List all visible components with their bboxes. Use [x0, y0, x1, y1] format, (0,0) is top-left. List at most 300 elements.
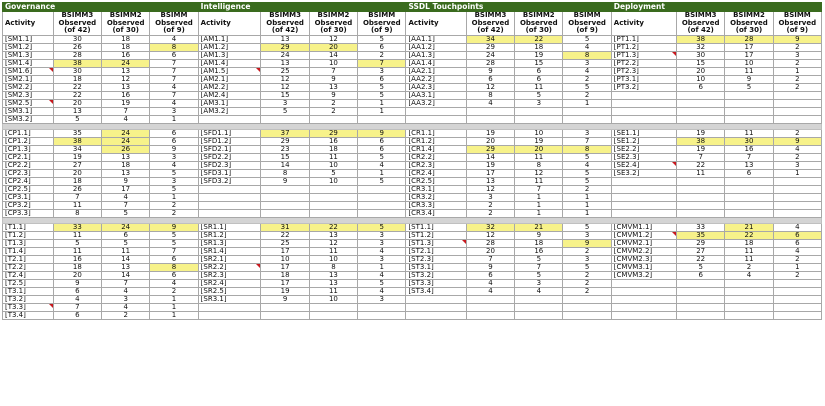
activity-cell: [SFD2.1] [198, 146, 261, 154]
count-cell [358, 194, 406, 202]
count-cell: 9 [309, 76, 357, 84]
count-cell: 16 [309, 138, 357, 146]
count-cell: 2 [773, 154, 821, 162]
count-cell: 18 [53, 76, 101, 84]
count-cell: 13 [102, 154, 150, 162]
count-cell: 30 [53, 68, 101, 76]
header-line: (of 42) [271, 26, 299, 35]
table-row [3, 264, 822, 272]
count-cell: 8 [466, 92, 514, 100]
count-cell: 18 [102, 162, 150, 170]
activity-cell: [CMVM2.1] [611, 240, 676, 248]
count-cell [563, 312, 611, 320]
count-cell [309, 210, 357, 218]
count-cell: 2 [150, 202, 198, 210]
activity-column-header: Activity [611, 12, 676, 36]
count-cell: 7 [725, 154, 773, 162]
activity-cell [198, 116, 261, 124]
count-cell: 24 [466, 52, 514, 60]
table-row [3, 76, 822, 84]
count-cell: 4 [102, 194, 150, 202]
activity-cell: [SE2.4] [611, 162, 676, 170]
count-cell: 31 [261, 224, 309, 232]
count-cell: 32 [466, 224, 514, 232]
count-cell [725, 186, 773, 194]
count-cell: 22 [53, 84, 101, 92]
count-cell: 11 [53, 248, 101, 256]
table-row [3, 92, 822, 100]
count-cell: 3 [515, 280, 563, 288]
count-cell: 8 [261, 170, 309, 178]
header-line: Observed [314, 18, 353, 27]
activity-cell [611, 194, 676, 202]
count-cell [466, 312, 514, 320]
count-cell: 9 [309, 92, 357, 100]
count-cell: 20 [53, 272, 101, 280]
count-cell: 5 [102, 210, 150, 218]
count-cell: 33 [53, 224, 101, 232]
count-cell [466, 304, 514, 312]
count-cell [677, 108, 725, 116]
activity-cell: [CR2.2] [406, 154, 466, 162]
count-cell: 5 [563, 224, 611, 232]
count-cell [677, 210, 725, 218]
activity-cell: [SR1.1] [198, 224, 261, 232]
observed-column-header [53, 12, 101, 36]
count-cell [773, 312, 821, 320]
count-cell: 3 [150, 108, 198, 116]
count-cell: 2 [309, 100, 357, 108]
count-cell [725, 108, 773, 116]
count-cell: 19 [53, 154, 101, 162]
activity-cell: [CR3.2] [406, 194, 466, 202]
count-cell: 8 [563, 146, 611, 154]
count-cell [725, 296, 773, 304]
count-cell: 3 [466, 194, 514, 202]
count-cell: 8 [53, 210, 101, 218]
activity-cell: [ST3.3] [406, 280, 466, 288]
count-cell [773, 210, 821, 218]
count-cell: 29 [309, 130, 357, 138]
count-cell: 33 [677, 224, 725, 232]
count-cell [773, 100, 821, 108]
table-row [3, 68, 822, 76]
count-cell: 8 [515, 162, 563, 170]
count-cell [261, 312, 309, 320]
activity-cell: [SFD2.3] [198, 162, 261, 170]
header-line: BSIMM3 [684, 11, 717, 20]
count-cell [358, 116, 406, 124]
count-cell [725, 116, 773, 124]
activity-cell [611, 92, 676, 100]
activity-cell: [CR1.4] [406, 146, 466, 154]
count-cell: 2 [563, 280, 611, 288]
count-cell [677, 312, 725, 320]
count-cell [773, 108, 821, 116]
count-cell: 7 [150, 60, 198, 68]
count-cell: 3 [358, 296, 406, 304]
count-cell: 2 [102, 312, 150, 320]
count-cell: 4 [725, 272, 773, 280]
activity-cell [611, 288, 676, 296]
count-cell: 19 [677, 130, 725, 138]
count-cell: 11 [309, 154, 357, 162]
count-cell: 17 [261, 248, 309, 256]
activity-cell: [T3.2] [3, 296, 54, 304]
count-cell: 38 [53, 138, 101, 146]
activity-cell [198, 304, 261, 312]
activity-cell: [CP1.3] [3, 146, 54, 154]
count-cell: 24 [102, 224, 150, 232]
count-cell [309, 194, 357, 202]
count-cell: 4 [102, 116, 150, 124]
table-row [3, 178, 822, 186]
activity-cell: [PT1.1] [611, 36, 676, 44]
count-cell: 9 [150, 146, 198, 154]
activity-cell [611, 210, 676, 218]
activity-cell [198, 194, 261, 202]
activity-cell: [SFD2.2] [198, 154, 261, 162]
count-cell: 34 [53, 146, 101, 154]
count-cell: 11 [515, 178, 563, 186]
table-row [3, 162, 822, 170]
count-cell: 20 [466, 138, 514, 146]
activity-cell: [T2.4] [3, 272, 54, 280]
activity-cell: [SE2.2] [611, 146, 676, 154]
count-cell: 22 [309, 224, 357, 232]
count-cell: 5 [53, 116, 101, 124]
count-cell: 12 [102, 76, 150, 84]
observed-column-header [261, 12, 309, 36]
count-cell: 7 [102, 280, 150, 288]
count-cell [677, 92, 725, 100]
count-cell [677, 296, 725, 304]
count-cell: 2 [563, 288, 611, 296]
count-cell: 1 [563, 194, 611, 202]
count-cell: 14 [102, 256, 150, 264]
observed-column-header [358, 12, 406, 36]
activity-cell: [T3.4] [3, 312, 54, 320]
count-cell: 2 [773, 76, 821, 84]
activity-cell: [T1.4] [3, 248, 54, 256]
count-cell: 5 [677, 264, 725, 272]
activity-cell: [SM2.2] [3, 84, 54, 92]
count-cell: 11 [53, 202, 101, 210]
header-line: Observed [519, 18, 558, 27]
count-cell: 6 [358, 138, 406, 146]
table-row [3, 138, 822, 146]
count-cell: 3 [102, 296, 150, 304]
activity-cell: [SM1.3] [3, 52, 54, 60]
header-line: (of 30) [525, 26, 553, 35]
count-cell: 34 [466, 36, 514, 44]
activity-cell [611, 116, 676, 124]
activity-cell: [AA1.1] [406, 36, 466, 44]
count-cell: 13 [309, 280, 357, 288]
activity-cell: [SM2.3] [3, 92, 54, 100]
count-cell: 1 [150, 194, 198, 202]
count-cell: 10 [309, 256, 357, 264]
count-cell: 4 [53, 296, 101, 304]
count-cell: 19 [515, 138, 563, 146]
count-cell [773, 92, 821, 100]
count-cell: 4 [102, 288, 150, 296]
activity-cell: [T3.3] [3, 304, 54, 312]
count-cell: 6 [466, 272, 514, 280]
count-cell: 2 [563, 92, 611, 100]
count-cell: 23 [261, 146, 309, 154]
count-cell: 18 [725, 240, 773, 248]
count-cell: 7 [515, 264, 563, 272]
count-cell: 16 [725, 146, 773, 154]
header-line: BSIMM2 [317, 11, 350, 20]
count-cell: 20 [677, 68, 725, 76]
table-row [3, 280, 822, 288]
count-cell: 18 [53, 178, 101, 186]
count-cell: 9 [725, 76, 773, 84]
count-cell: 6 [725, 170, 773, 178]
count-cell: 9 [261, 296, 309, 304]
count-cell [466, 296, 514, 304]
count-cell: 30 [53, 36, 101, 44]
section-title: Deployment [611, 3, 821, 12]
count-cell: 22 [261, 232, 309, 240]
count-cell: 14 [466, 154, 514, 162]
count-cell: 4 [150, 100, 198, 108]
header-line: Observed [568, 18, 606, 27]
count-cell: 5 [358, 92, 406, 100]
count-cell [725, 210, 773, 218]
count-cell: 3 [261, 100, 309, 108]
count-cell: 2 [466, 202, 514, 210]
activity-cell [611, 280, 676, 288]
activity-cell [611, 186, 676, 194]
count-cell: 5 [563, 84, 611, 92]
activity-cell: [SE1.2] [611, 138, 676, 146]
count-cell: 9 [563, 240, 611, 248]
count-cell: 37 [261, 130, 309, 138]
count-cell [677, 186, 725, 194]
count-cell: 3 [773, 52, 821, 60]
table-row [3, 146, 822, 154]
count-cell: 9 [261, 178, 309, 186]
count-cell [725, 92, 773, 100]
activity-cell: [AA1.4] [406, 60, 466, 68]
count-cell: 4 [563, 44, 611, 52]
count-cell: 13 [102, 170, 150, 178]
count-cell: 6 [515, 76, 563, 84]
count-cell: 13 [102, 84, 150, 92]
activity-cell: [CP3.1] [3, 194, 54, 202]
count-cell: 11 [53, 232, 101, 240]
activity-cell [611, 108, 676, 116]
count-cell: 2 [150, 288, 198, 296]
count-cell: 15 [261, 92, 309, 100]
activity-cell: [ST2.3] [406, 256, 466, 264]
activity-cell: [SM1.6] [3, 68, 54, 76]
header-line: Observed [58, 18, 97, 27]
count-cell: 3 [150, 178, 198, 186]
count-cell: 6 [358, 76, 406, 84]
count-cell [725, 194, 773, 202]
header-line: Observed [266, 18, 304, 27]
header-line: BSIMM [573, 11, 601, 20]
activity-cell: [T2.2] [3, 264, 54, 272]
header-line: BSIMM [783, 11, 811, 20]
activity-cell: [SE2.3] [611, 154, 676, 162]
count-cell: 24 [102, 138, 150, 146]
activity-cell: [CMVM2.2] [611, 248, 676, 256]
count-cell: 2 [563, 76, 611, 84]
count-cell: 2 [150, 210, 198, 218]
count-cell [261, 304, 309, 312]
table-row [3, 272, 822, 280]
count-cell: 22 [725, 232, 773, 240]
count-cell: 1 [358, 100, 406, 108]
count-cell: 1 [358, 170, 406, 178]
count-cell: 10 [309, 178, 357, 186]
count-cell: 9 [773, 36, 821, 44]
count-cell: 4 [563, 68, 611, 76]
bsimm-comparison-table [2, 2, 822, 320]
header-line: BSIMM [160, 11, 188, 20]
count-cell [773, 304, 821, 312]
count-cell: 20 [53, 100, 101, 108]
activity-cell: [AA1.3] [406, 52, 466, 60]
activity-cell: [CR3.3] [406, 202, 466, 210]
count-cell: 7 [150, 68, 198, 76]
observed-column-header [773, 12, 821, 36]
observed-column-header [466, 12, 514, 36]
count-cell: 8 [563, 52, 611, 60]
count-cell: 4 [150, 84, 198, 92]
activity-cell: [PT1.2] [611, 44, 676, 52]
count-cell: 17 [102, 186, 150, 194]
count-cell: 4 [358, 272, 406, 280]
activity-cell: [AM1.5] [198, 68, 261, 76]
count-cell [358, 210, 406, 218]
count-cell: 28 [725, 36, 773, 44]
header-line: Observed [106, 18, 145, 27]
header-line: BSIMM2 [109, 11, 142, 20]
count-cell: 19 [466, 130, 514, 138]
count-cell: 5 [358, 36, 406, 44]
count-cell: 3 [358, 68, 406, 76]
count-cell [515, 304, 563, 312]
count-cell: 1 [563, 202, 611, 210]
activity-cell: [T2.5] [3, 280, 54, 288]
count-cell: 18 [309, 146, 357, 154]
activity-cell: [SM2.5] [3, 100, 54, 108]
count-cell: 3 [563, 232, 611, 240]
count-cell [515, 296, 563, 304]
count-cell: 3 [150, 154, 198, 162]
activity-cell: [SR2.5] [198, 288, 261, 296]
activity-cell: [SE3.2] [611, 170, 676, 178]
count-cell: 4 [150, 36, 198, 44]
count-cell [261, 194, 309, 202]
count-cell [261, 202, 309, 210]
count-cell: 2 [773, 44, 821, 52]
count-cell: 28 [53, 52, 101, 60]
count-cell: 19 [102, 100, 150, 108]
count-cell: 12 [466, 232, 514, 240]
activity-cell: [CR1.1] [406, 130, 466, 138]
count-cell: 7 [150, 248, 198, 256]
activity-cell [406, 296, 466, 304]
count-cell: 20 [466, 248, 514, 256]
count-cell: 2 [773, 130, 821, 138]
observed-column-header [309, 12, 357, 36]
count-cell [725, 100, 773, 108]
count-cell: 25 [261, 240, 309, 248]
activity-cell: [PT3.2] [611, 84, 676, 92]
activity-cell: [AM1.3] [198, 52, 261, 60]
count-cell: 6 [677, 84, 725, 92]
activity-cell: [AA3.1] [406, 92, 466, 100]
activity-cell: [ST1.3] [406, 240, 466, 248]
observed-column-header [725, 12, 773, 36]
table-row [3, 210, 822, 218]
count-cell: 5 [358, 84, 406, 92]
count-cell: 12 [515, 170, 563, 178]
count-cell: 1 [515, 194, 563, 202]
count-cell: 16 [53, 256, 101, 264]
activity-cell [406, 304, 466, 312]
count-cell: 29 [677, 240, 725, 248]
activity-cell: [AA2.1] [406, 68, 466, 76]
count-cell: 2 [358, 52, 406, 60]
count-cell: 29 [261, 138, 309, 146]
count-cell: 4 [102, 304, 150, 312]
count-cell [677, 202, 725, 210]
count-cell: 22 [677, 256, 725, 264]
table-row [3, 186, 822, 194]
count-cell [773, 116, 821, 124]
count-cell: 1 [515, 202, 563, 210]
count-cell: 4 [358, 248, 406, 256]
activity-cell: [SR3.1] [198, 296, 261, 304]
count-cell [309, 186, 357, 194]
activity-cell [406, 116, 466, 124]
count-cell: 32 [677, 44, 725, 52]
count-cell: 6 [773, 240, 821, 248]
count-cell: 11 [725, 248, 773, 256]
count-cell: 18 [515, 240, 563, 248]
count-cell: 13 [261, 60, 309, 68]
observed-column-header [515, 12, 563, 36]
observed-column-header [102, 12, 150, 36]
count-cell [515, 312, 563, 320]
activity-cell: [ST1.2] [406, 232, 466, 240]
activity-cell: [SFD3.1] [198, 170, 261, 178]
table-row [3, 256, 822, 264]
count-cell: 2 [773, 272, 821, 280]
count-cell [309, 304, 357, 312]
header-line: Observed [471, 18, 510, 27]
count-cell: 15 [677, 60, 725, 68]
activity-column-header: Activity [3, 12, 54, 36]
table-row [3, 108, 822, 116]
count-cell: 35 [677, 232, 725, 240]
count-cell: 5 [563, 154, 611, 162]
count-cell: 6 [102, 232, 150, 240]
activity-cell: [CP2.1] [3, 154, 54, 162]
count-cell: 5 [515, 92, 563, 100]
count-cell: 30 [725, 138, 773, 146]
count-cell: 2 [309, 108, 357, 116]
header-line: Observed [730, 18, 768, 27]
